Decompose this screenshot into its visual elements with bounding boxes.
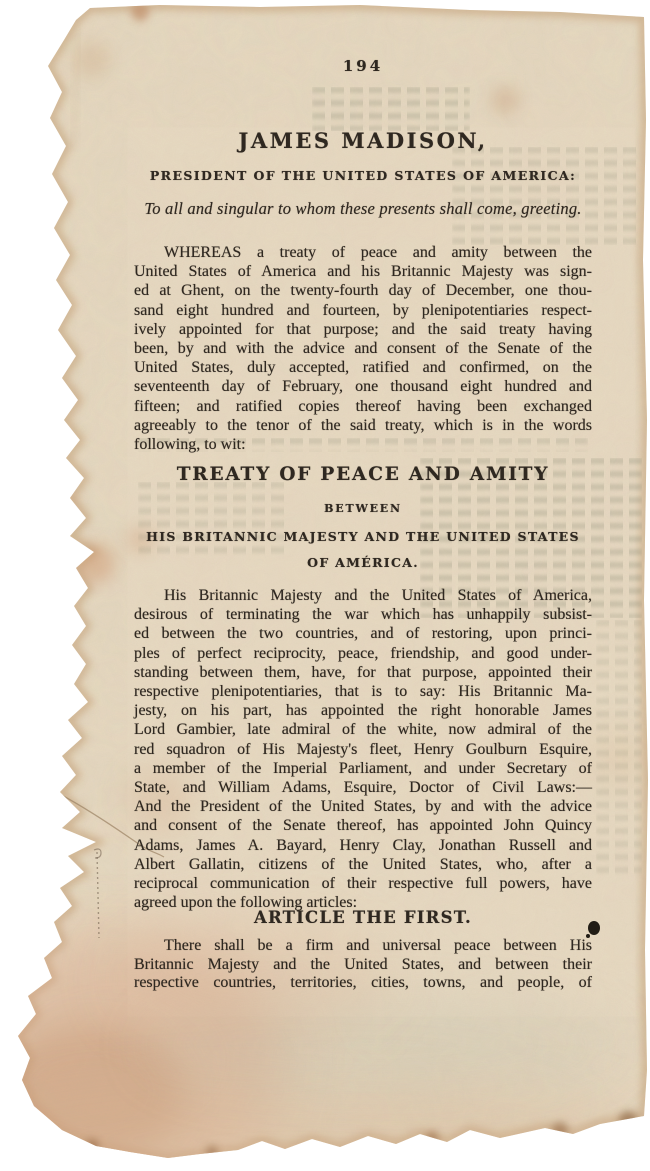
text-line: And the President of the United States, by and with the advice (134, 798, 592, 816)
text-line: agreeably to the tenor of the said treaty, which is in the words (134, 416, 592, 434)
treaty-parties-line-2: OF AMÉRICA. (307, 555, 419, 570)
text-line: ples of perfect reciprocity, peace, friendship, and good under- (134, 644, 592, 662)
text-line: United States, duly accepted, ratified and confirmed, on the (134, 359, 592, 377)
text-line: fifteen; and ratified copies thereof having been exchanged (134, 397, 592, 415)
text-line: respective countries, territories, cities, towns, and people, of (134, 974, 592, 992)
text-line: reciprocal communication of their respective full powers, have (134, 875, 592, 893)
text-line: a member of the Imperial Parliament, and under Secretary of (134, 759, 592, 777)
treaty-preamble-paragraph (134, 586, 592, 912)
treaty-parties-line-1: HIS BRITANNIC MAJESTY AND THE UNITED STATES (146, 529, 580, 544)
text-line: Albert Gallatin, citizens of the United States, who, after a (134, 855, 592, 873)
text-line: red squadron of His Majesty's fleet, Henry Goulburn Esquire, (134, 740, 592, 758)
text-line: respective plenipotentiaries, that is to say: His Britannic Ma- (134, 683, 592, 701)
text-line: His Britannic Majesty and the United States of America, (164, 587, 592, 604)
text-line: ed between the two countries, and of restoring, upon princi- (134, 625, 592, 643)
text-line: ively appointed for that purpose; and the said treaty having (134, 320, 592, 338)
text-line: There shall be a firm and universal peace between His (164, 937, 592, 954)
document-title: JAMES MADISON, (238, 128, 488, 153)
document-subtitle: PRESIDENT OF THE UNITED STATES OF AMERICA: (149, 168, 577, 183)
text-line: United States of America and his Britannic Majesty was sign- (134, 263, 592, 281)
treaty-heading: TREATY OF PEACE AND AMITY (176, 464, 550, 485)
text-line: WHEREAS a treaty of peace and amity between the (164, 244, 592, 261)
text-line: and consent of the Senate thereof, has appointed John Quincy (134, 817, 592, 835)
text-line: ed at Ghent, on the twenty-fourth day of December, one thou- (134, 282, 592, 300)
page-number: 194 (342, 57, 384, 75)
text-line: jesty, on his part, has appointed the right honorable James (134, 702, 592, 720)
text-line: Britannic Majesty and the United States, and between their (134, 955, 592, 973)
article-first-paragraph (134, 937, 592, 993)
text-line: Lord Gambier, late admiral of the white, now admiral of the (134, 721, 592, 739)
salutation-line: To all and singular to whom these presents shall come, greeting. (144, 199, 582, 218)
text-line: been, by and with the advice and consent of the Senate of the (134, 340, 592, 358)
article-first-heading: ARTICLE THE FIRST. (253, 908, 473, 927)
treaty-between-label: BETWEEN (324, 502, 402, 515)
text-line: standing between them, have, for that purpose, appointed their (134, 663, 592, 681)
text-line: sand eight hundred and fourteen, by plenipotentiaries respect- (134, 301, 592, 319)
text-line: agreed upon the following articles: (134, 894, 358, 912)
text-line: seventeenth day of February, one thousand eight hundred and (134, 378, 592, 396)
text-line: following, to wit: (134, 436, 246, 454)
whereas-paragraph (134, 243, 592, 454)
text-line: Adams, James A. Bayard, Henry Clay, Jonathan Russell and (134, 836, 592, 854)
text-line: State, and William Adams, Esquire, Doctor of Civil Laws:— (134, 779, 592, 797)
text-line: desirous of terminating the war which has unhappily subsist- (134, 606, 592, 624)
